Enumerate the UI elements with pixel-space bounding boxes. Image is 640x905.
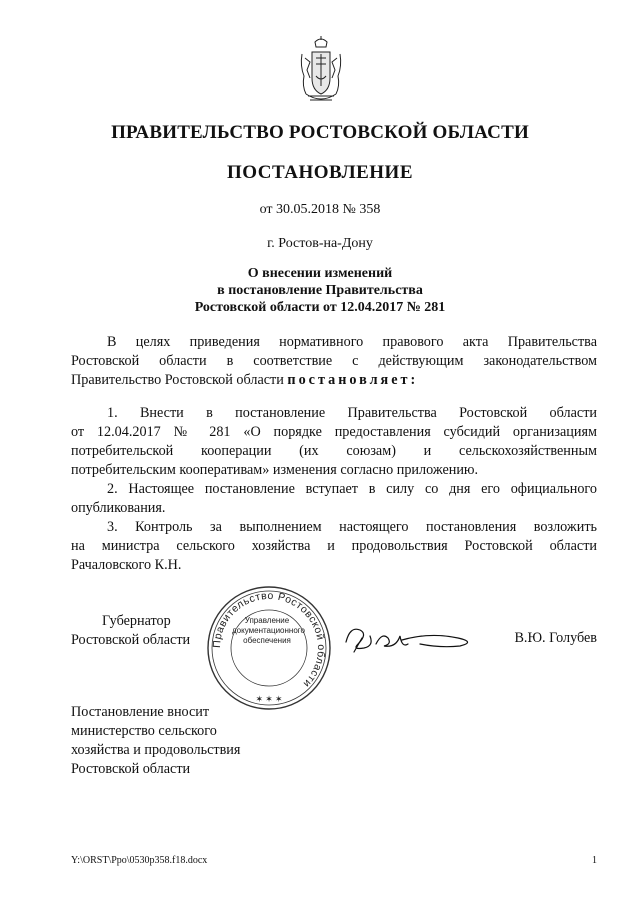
footer-page-number: 1: [592, 855, 597, 866]
organization-title: ПРАВИТЕЛЬСТВО РОСТОВСКОЙ ОБЛАСТИ: [111, 122, 529, 143]
signer-title-line: Ростовской области: [71, 632, 191, 648]
text-line: Ростовской области в соответствие с действующим законодательством: [71, 353, 597, 369]
document-date-number: от 30.05.2018 № 358: [259, 202, 381, 217]
item-2-line: 2. Настоящее постановление вступает в силу со дня его официального: [107, 481, 597, 497]
decree-keyword: постановляет:: [287, 372, 419, 388]
text-line: [71, 371, 597, 390]
stamp-line: Управление: [244, 616, 290, 625]
document-subject: [0, 265, 640, 316]
intro-text: Правительство Ростовской области: [71, 372, 284, 388]
text-line: В целях приведения нормативного правового акта Правительства: [107, 334, 597, 350]
stamp-line: документационного: [232, 626, 305, 635]
submitter-line: министерство сельского: [71, 723, 217, 739]
submitter-line: хозяйства и продовольствия: [71, 742, 241, 758]
item-3-line: на министра сельского хозяйства и продовольствия Ростовской области: [71, 538, 597, 554]
item-1-line: 1. Внести в постановление Правительства Ростовской области: [107, 405, 597, 421]
document-type: ПОСТАНОВЛЕНИЕ: [226, 162, 414, 183]
subject-line: О внесении изменений: [247, 266, 393, 281]
submitter-line: Постановление вносит: [71, 704, 210, 720]
signer-title-line: Губернатор: [102, 613, 171, 629]
official-stamp: [205, 584, 333, 712]
subject-line: Ростовской области от 12.04.2017 № 281: [194, 300, 446, 315]
signer-title: [71, 612, 190, 650]
item-2-line: опубликования.: [71, 500, 166, 516]
intro-paragraph: [71, 333, 597, 390]
signer-name: В.Ю. Голубев: [514, 630, 597, 646]
item-1-line: от 12.04.2017 № 281 «О порядке предоставления субсидий организациям: [71, 424, 597, 440]
svg-text:✶ ✶ ✶: ✶ ✶ ✶: [255, 694, 283, 704]
submitter-block: [71, 703, 240, 779]
document-city: г. Ростов-на-Дону: [267, 236, 373, 251]
subject-line: в постановление Правительства: [217, 283, 423, 298]
footer-file-path: Y:\ORST\Ppo\0530p358.f18.docx: [71, 855, 208, 866]
coat-of-arms-icon: [298, 36, 344, 106]
handwritten-signature: [340, 618, 480, 658]
stamp-ring-text: Правительство Ростовской области: [210, 589, 328, 690]
decree-items: [71, 404, 597, 575]
stamp-inner-text: [232, 616, 305, 646]
item-3-line: 3. Контроль за выполнением настоящего постановления возложить: [107, 519, 597, 535]
item-1-line: потребительским кооперативам» изменения согласно приложению.: [71, 462, 479, 478]
stamp-line: обеспечения: [243, 636, 291, 645]
item-1-line: потребительской кооперации (их союзам) и сельскохозяйственным: [71, 443, 597, 459]
submitter-line: Ростовской области: [71, 761, 191, 777]
item-3-line: Рачаловского К.Н.: [71, 557, 182, 573]
